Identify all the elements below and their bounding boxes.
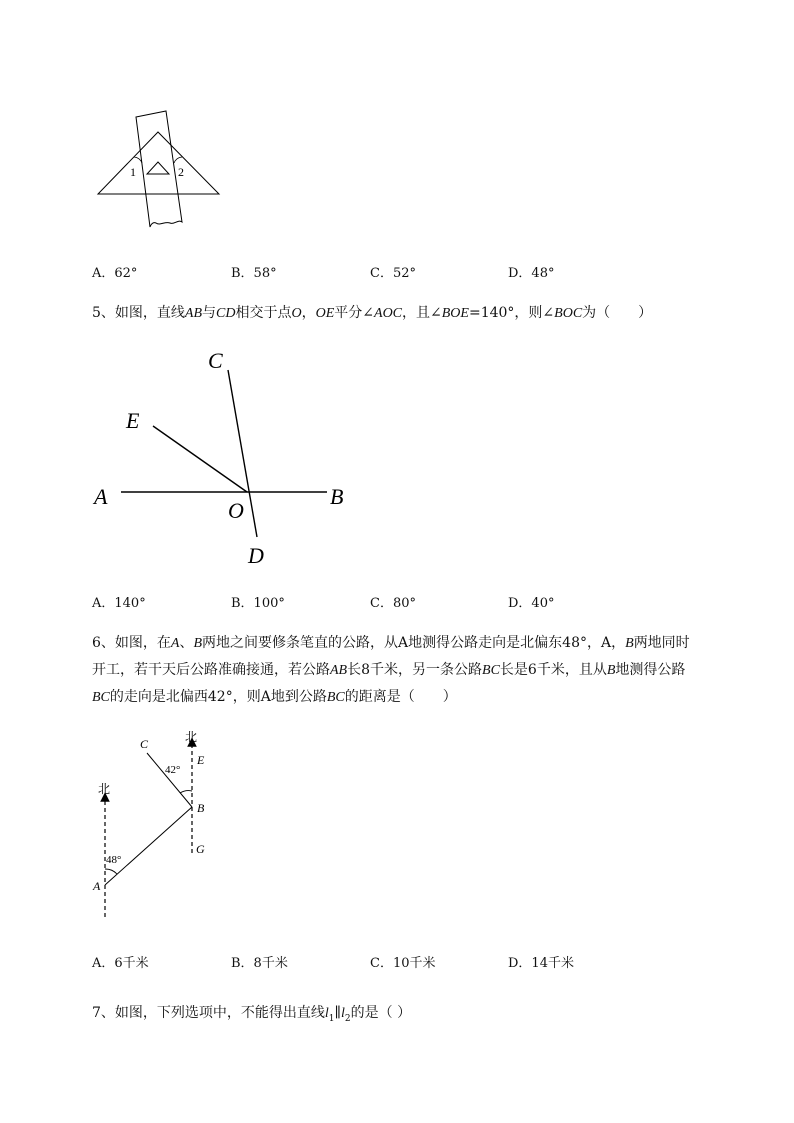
q4-option-b: B．58° <box>231 266 277 281</box>
point-label-c: C <box>140 737 149 751</box>
angle-arc-42 <box>180 791 192 793</box>
q5-option-a: A．140° <box>92 596 146 611</box>
segment-bc <box>147 753 192 807</box>
point-label-c: C <box>208 348 223 373</box>
north-label-left: 北 <box>98 782 111 796</box>
q6-option-b: B．8千米 <box>231 956 288 971</box>
q5-option-d: D．40° <box>508 596 555 611</box>
paper-strip <box>136 111 182 227</box>
q5-stem: 5、如图，直线AB与CD相交于点O，OE平分∠AOC，且∠BOE=140°，则∠BOC为（ ） <box>92 305 653 321</box>
point-label-b: B <box>330 484 344 509</box>
angle-label-1: 1 <box>130 165 136 179</box>
q4-option-c: C．52° <box>370 266 416 281</box>
north-label-right: 北 <box>185 730 198 744</box>
angle-arc-2 <box>174 157 182 163</box>
point-label-b: B <box>197 801 205 815</box>
q6-stem-line-3: BC的走向是北偏西42°，则A地到公路BC的距离是（ ） <box>92 689 457 705</box>
q7-stem: 7、如图，下列选项中，不能得出直线$l_1\parallel l_2$的是（ ） <box>92 1005 412 1024</box>
q4-option-a: A．62° <box>92 266 138 281</box>
point-label-e: E <box>126 408 140 433</box>
q6-stem-line-2: 开工，若干天后公路准确接通，若公路AB长8千米，另一条公路BC长是6千米，且从B地测得公路 <box>92 662 686 678</box>
angle-label-48: 48° <box>106 854 122 866</box>
q6-option-d: D．14千米 <box>508 956 574 971</box>
figure-q5 <box>90 340 360 575</box>
figure-q6 <box>85 725 225 925</box>
q5-option-b: B．100° <box>231 596 285 611</box>
q6-option-c: C．10千米 <box>370 956 436 971</box>
point-label-e: E <box>197 753 205 767</box>
angle-label-2: 2 <box>178 165 184 179</box>
point-label-d: D <box>248 543 264 568</box>
small-triangle <box>147 162 169 174</box>
ray-oe <box>153 426 247 492</box>
point-label-o: O <box>228 498 244 523</box>
q5-option-c: C．80° <box>370 596 416 611</box>
point-label-g: G <box>196 842 205 856</box>
point-label-a: A <box>94 484 108 509</box>
angle-arc-48 <box>105 869 117 874</box>
angle-label-42: 42° <box>165 764 181 776</box>
segment-ab <box>105 807 192 885</box>
figure-q4 <box>90 105 230 235</box>
q6-stem-line-1: 6、如图，在A、B两地之间要修条笔直的公路，从A地测得公路走向是北偏东48°，A，B两地同时 <box>92 635 690 651</box>
q6-option-a: A．6千米 <box>92 956 149 971</box>
point-label-a: A <box>93 879 101 893</box>
q4-option-d: D．48° <box>508 266 555 281</box>
